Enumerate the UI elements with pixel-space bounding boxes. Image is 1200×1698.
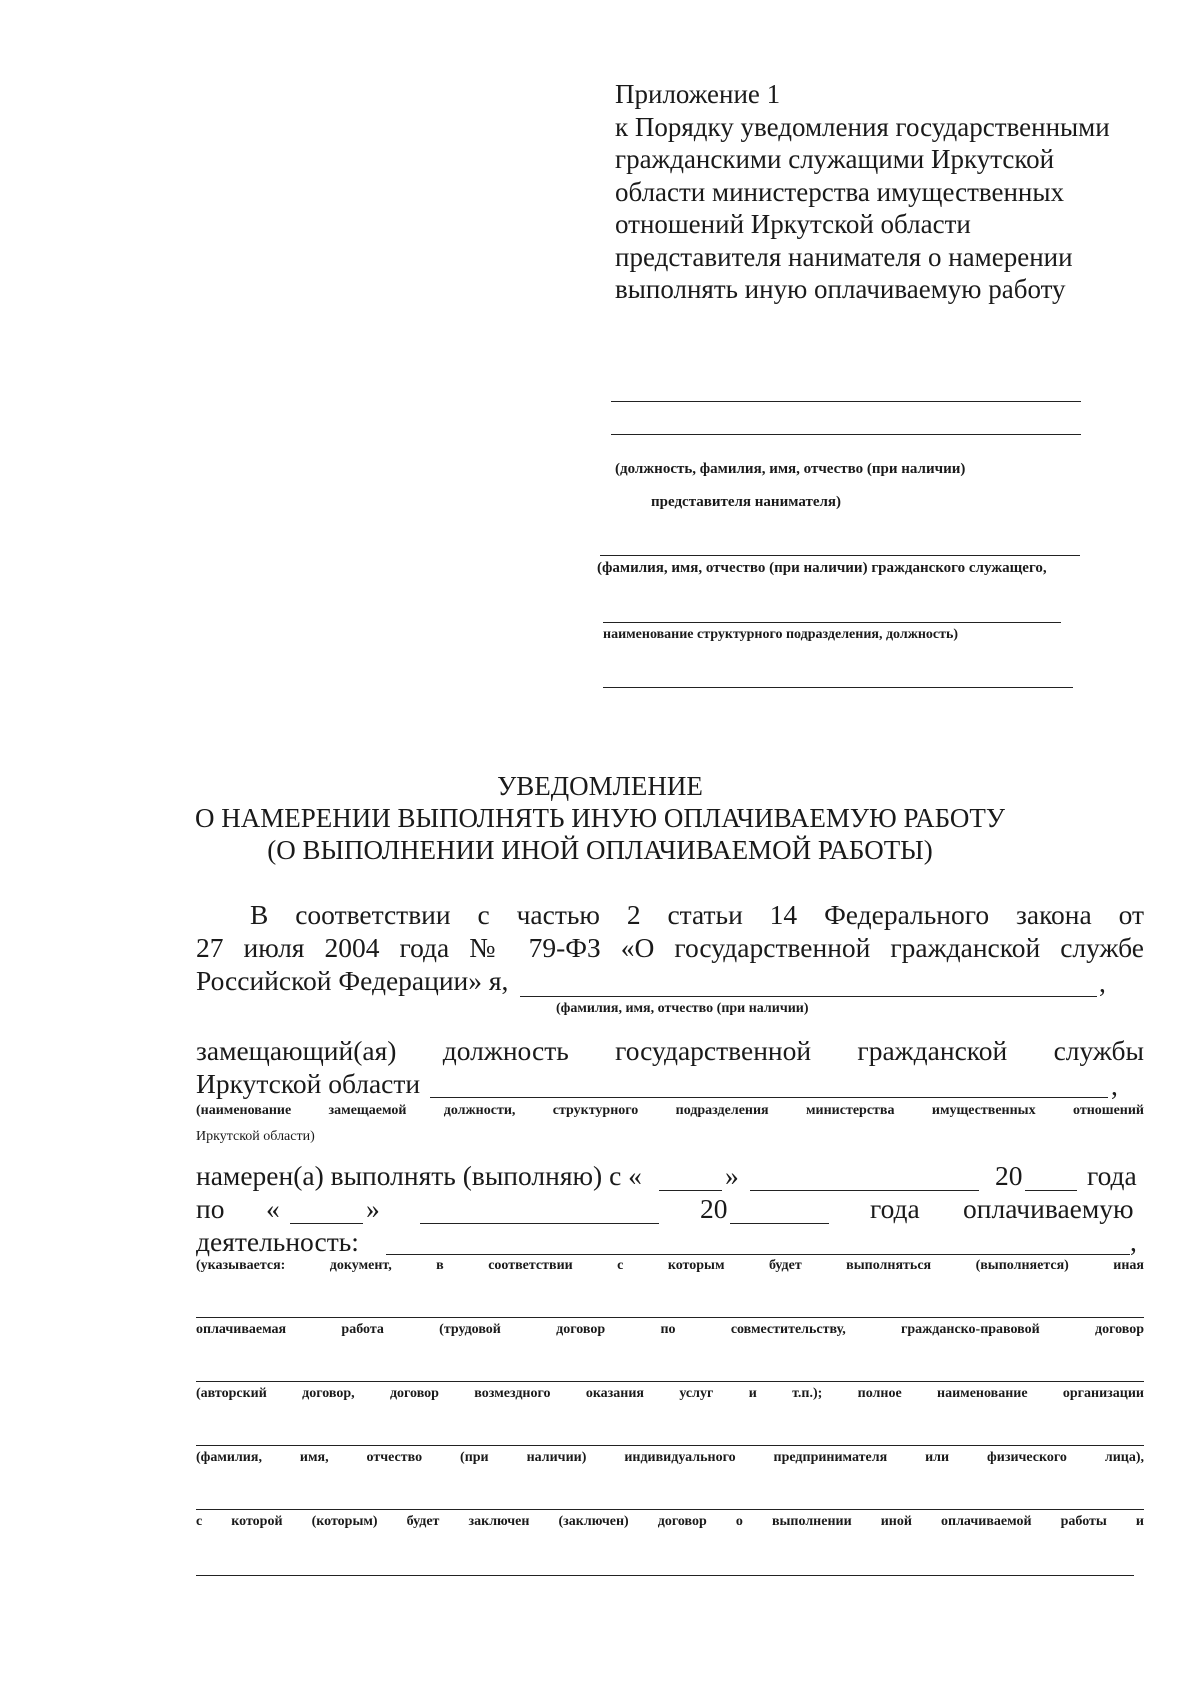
fio-caption: (фамилия, имя, отчество (при наличии) bbox=[556, 1001, 809, 1016]
end-year-field[interactable] bbox=[730, 1223, 829, 1224]
appendix-line: к Порядку уведомления государственными bbox=[615, 111, 1110, 142]
activity-line[interactable] bbox=[386, 1254, 1130, 1255]
position-caption: (наименование замещаемой должности, структурного подразделения министерства имущественных отношений bbox=[196, 1103, 1144, 1118]
paragraph-line: » bbox=[366, 1193, 380, 1224]
appendix-line: выполнять иную оплачиваемую работу bbox=[615, 274, 1066, 304]
start-day-field[interactable] bbox=[659, 1190, 722, 1191]
paragraph-line: намерен(а) выполнять (выполняю) с « bbox=[196, 1160, 642, 1191]
signature-line bbox=[603, 687, 1073, 688]
comma: , bbox=[1111, 1070, 1118, 1101]
appendix-header bbox=[615, 78, 1110, 306]
paragraph-line: 20 bbox=[995, 1160, 1023, 1191]
title-line: О НАМЕРЕНИИ ВЫПОЛНЯТЬ ИНУЮ ОПЛАЧИВАЕМУЮ РАБОТУ bbox=[194, 803, 1006, 833]
document-line[interactable] bbox=[196, 1445, 1144, 1446]
paragraph-line: Российской Федерации» я, bbox=[196, 965, 509, 996]
paragraph-line: » bbox=[725, 1160, 739, 1191]
appendix-line: представителя нанимателя о намерении bbox=[615, 241, 1073, 272]
paragraph-line: « bbox=[266, 1193, 280, 1224]
representative-line-2 bbox=[611, 434, 1081, 435]
document-line[interactable] bbox=[196, 1381, 1144, 1382]
paragraph-line: по bbox=[196, 1193, 225, 1224]
paragraph-line: В соответствии с частью 2 статьи 14 Федерального закона от bbox=[250, 899, 1144, 930]
document-line[interactable] bbox=[196, 1509, 1144, 1510]
paragraph-line: 20 bbox=[700, 1193, 728, 1224]
end-day-field[interactable] bbox=[290, 1223, 363, 1224]
document-title bbox=[180, 770, 1020, 866]
comma: , bbox=[1099, 967, 1106, 998]
start-year-field[interactable] bbox=[1025, 1190, 1077, 1191]
servant-name-line bbox=[600, 555, 1080, 556]
end-month-field[interactable] bbox=[420, 1223, 659, 1224]
document-caption: с которой (которым) будет заключен (заключен) договор о выполнении иной оплачиваемой работы и bbox=[196, 1514, 1144, 1529]
position-caption: Иркутской области) bbox=[196, 1129, 315, 1144]
appendix-line: отношений Иркутской области bbox=[615, 209, 971, 239]
paragraph-line: оплачиваемую bbox=[963, 1193, 1134, 1224]
paragraph-line: года bbox=[1087, 1160, 1137, 1191]
start-month-field[interactable] bbox=[750, 1190, 979, 1191]
document-caption: (фамилия, имя, отчество (при наличии) индивидуального предпринимателя или физического лица), bbox=[196, 1450, 1144, 1465]
paragraph-line: деятельность: bbox=[196, 1226, 359, 1257]
paragraph-line: 27 июля 2004 года № 79-ФЗ «О государственной гражданской службе bbox=[196, 932, 1144, 963]
title-line: (О ВЫПОЛНЕНИИ ИНОЙ ОПЛАЧИВАЕМОЙ РАБОТЫ) bbox=[267, 835, 933, 865]
fio-line bbox=[520, 996, 1097, 997]
representative-caption: (должность, фамилия, имя, отчество (при наличии) bbox=[615, 461, 966, 477]
appendix-line: области министерства имущественных bbox=[615, 176, 1064, 207]
document-caption: (указывается: документ, в соответствии с которым будет выполняться (выполняется) иная bbox=[196, 1258, 1144, 1273]
representative-line-1 bbox=[611, 401, 1081, 402]
appendix-line: гражданскими служащими Иркутской bbox=[615, 144, 1055, 174]
representative-caption: представителя нанимателя) bbox=[651, 494, 841, 510]
department-line bbox=[603, 622, 1061, 623]
document-line[interactable] bbox=[196, 1575, 1134, 1576]
servant-caption: (фамилия, имя, отчество (при наличии) гражданского служащего, bbox=[597, 560, 1047, 576]
position-line bbox=[430, 1097, 1108, 1098]
paragraph-line: замещающий(ая) должность государственной гражданской службы bbox=[196, 1035, 1144, 1066]
paragraph-line: Иркутской области bbox=[196, 1068, 421, 1099]
document-caption: оплачиваемая работа (трудовой договор по совместительству, гражданско-правовой договор bbox=[196, 1322, 1144, 1337]
document-caption: (авторский договор, договор возмездного оказания услуг и т.п.); полное наименование организации bbox=[196, 1386, 1144, 1401]
document-line[interactable] bbox=[196, 1317, 1144, 1318]
title-line: УВЕДОМЛЕНИЕ bbox=[497, 771, 703, 801]
paragraph-line: года bbox=[870, 1193, 920, 1224]
comma: , bbox=[1130, 1226, 1137, 1257]
department-caption: наименование структурного подразделения, должность) bbox=[603, 627, 959, 642]
appendix-line: Приложение 1 bbox=[615, 79, 781, 109]
